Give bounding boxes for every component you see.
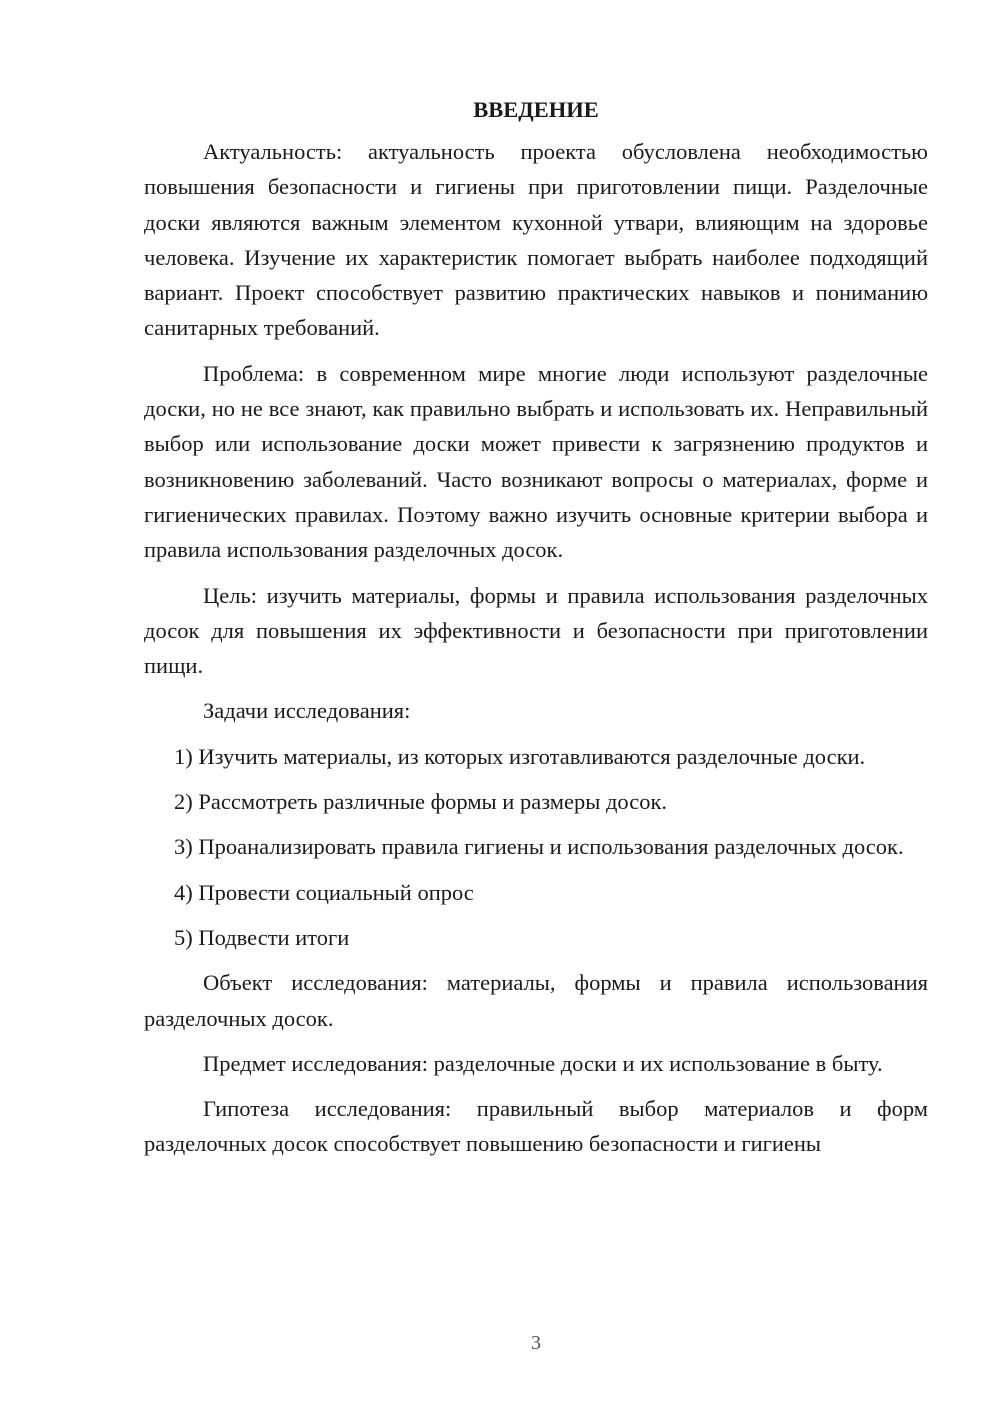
goal-paragraph: Цель: изучить материалы, формы и правила использования разделочных досок для повышения их эффективности и безопасности при приготовлении пищи.	[144, 582, 928, 679]
task-item: 2) Рассмотреть различные формы и размеры досок.	[174, 789, 668, 815]
task-item: 5) Подвести итоги	[174, 924, 350, 950]
tasks-label: Задачи исследования:	[203, 698, 411, 724]
subject-paragraph: Предмет исследования: разделочные доски и их использование в быту.	[203, 1050, 883, 1076]
relevance-paragraph: Актуальность: актуальность проекта обусловлена необходимостью повышения безопасности и гигиены при приготовлении пищи. Разделочные доски являются важным элементом кухонной утвари, влияющим на здоровье человека. Изучение их характеристик помогает выбрать наиболее подходящий вариант. Проект способствует развитию практических навыков и пониманию санитарных требований.	[144, 139, 928, 341]
task-item: 1) Изучить материалы, из которых изготавливаются разделочные доски.	[174, 743, 866, 769]
tasks-list	[144, 739, 928, 955]
task-item: 4) Провести социальный опрос	[174, 879, 474, 905]
page-body	[144, 92, 928, 1172]
task-item: 3) Проанализировать правила гигиены и использования разделочных досок.	[174, 834, 904, 860]
hypothesis-paragraph: Гипотеза исследования: правильный выбор материалов и форм разделочных досок способствует повышению безопасности и гигиены	[144, 1096, 928, 1157]
page-title: ВВЕДЕНИЕ	[473, 97, 599, 122]
problem-paragraph: Проблема: в современном мире многие люди используют разделочные доски, но не все знают, как правильно выбрать и использовать их. Неправильный выбор или использование доски может привести к загрязнению продуктов и возникновению заболеваний. Часто возникают вопросы о материалах, форме и гигиенических правилах. Поэтому важно изучить основные критерии выбора и правила использования разделочных досок.	[144, 360, 928, 563]
page-number: 3	[531, 1332, 541, 1354]
object-paragraph: Объект исследования: материалы, формы и правила использования разделочных досок.	[144, 970, 928, 1031]
